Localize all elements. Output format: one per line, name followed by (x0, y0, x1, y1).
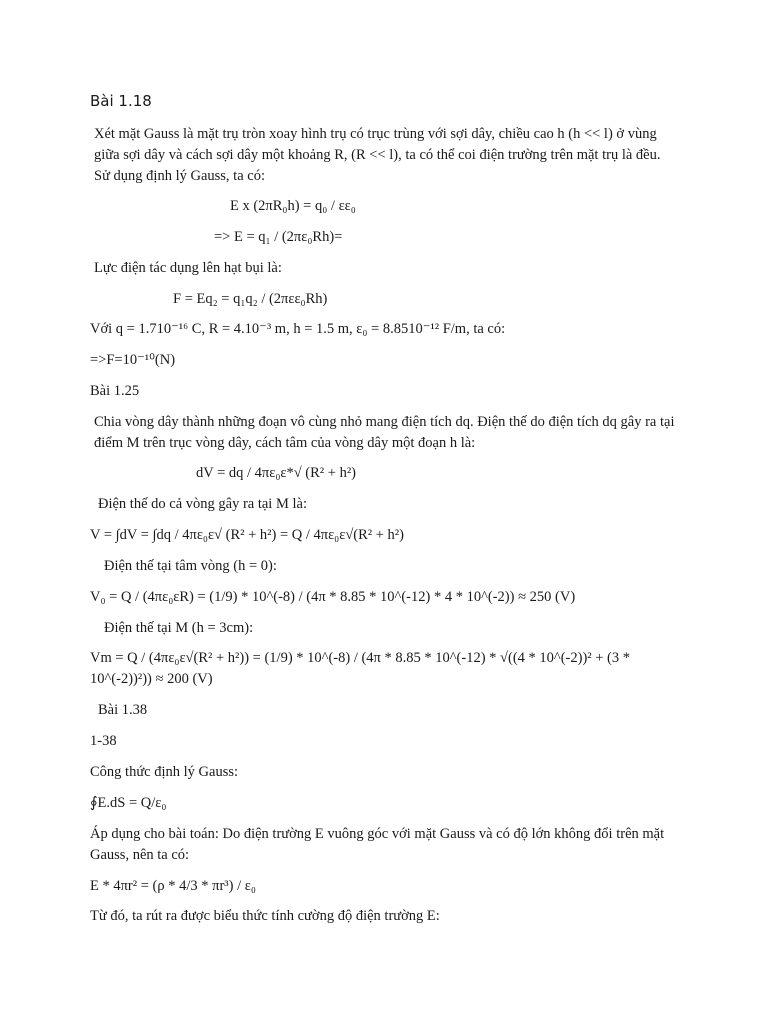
paragraph-apply: Áp dụng cho bài toán: Do điện trường E vuông góc với mặt Gauss và có độ lớn không đổi trên mặt Gauss, nên ta có: (90, 826, 665, 863)
heading-bai-1-25: Bài 1.25 (90, 383, 140, 399)
text-conclusion: Từ đó, ta rút ra được biểu thức tính cường độ điện trường E: (90, 908, 440, 924)
label-potential-m: Điện thế tại M (h = 3cm): (104, 620, 254, 636)
equation-gauss-flux: E x (2πR₀h) = q₀ / εε₀ (230, 198, 356, 214)
equation-vm: Vm = Q / (4πε₀ε√(R² + h²)) = (1/9) * 10^(-8) / (4π * 8.85 * 10^(-12) * √((4 * 10^(-2))² + (3 * 10^(-2))²)) ≈ 200 (V) (90, 650, 631, 687)
label-gauss-formula: Công thức định lý Gauss: (90, 764, 239, 780)
text-force-result: =>F=10⁻¹⁰(N) (90, 352, 176, 368)
equation-dv: dV = dq / 4πε₀ε*√ (R² + h²) (196, 465, 357, 481)
heading-bai-1-38: Bài 1.38 (98, 702, 148, 718)
paragraph-gauss-cylinder: Xét mặt Gauss là mặt trụ tròn xoay hình trụ có trục trùng với sợi dây, chiều cao h (h << l) ở vùng giữa sợi dây và cách sợi dây một khoảng R, (R << l), ta có thể coi điện trường trên mặt trụ là đều. Sử dụng định lý Gauss, ta có: (94, 126, 661, 184)
paragraph-ring-charge: Chia vòng dây thành những đoạn vô cùng nhỏ mang điện tích dq. Điện thế do điện tích dq gây ra tại điểm M trên trục vòng dây, cách tâm của vòng dây một đoạn h là: (94, 414, 675, 451)
equation-sphere: E * 4πr² = (ρ * 4/3 * πr³) / ε₀ (90, 878, 256, 894)
heading-bai-1-18: Bài 1.18 (90, 92, 152, 110)
equation-v0: V₀ = Q / (4πε₀εR) = (1/9) * 10^(-8) / (4π * 8.85 * 10^(-12) * 4 * 10^(-2)) ≈ 250 (V) (90, 589, 576, 605)
equation-gauss-law: ∮E.dS = Q/ε₀ (90, 795, 167, 811)
equation-field-e: => E = q₁ / (2πε₀Rh)= (214, 229, 343, 245)
label-total-potential: Điện thế do cả vòng gây ra tại M là: (98, 496, 307, 512)
label-force: Lực điện tác dụng lên hạt bụi là: (94, 260, 282, 276)
subheading-1-38: 1-38 (90, 733, 117, 749)
label-center-potential: Điện thế tại tâm vòng (h = 0): (104, 558, 277, 574)
text-given-values: Với q = 1.710⁻¹⁶ C, R = 4.10⁻³ m, h = 1.5 m, ε₀ = 8.8510⁻¹² F/m, ta có: (90, 321, 506, 337)
equation-v-integral: V = ∫dV = ∫dq / 4πε₀ε√ (R² + h²) = Q / 4πε₀ε√(R² + h²) (90, 527, 404, 543)
equation-force: F = Eq₂ = q₁q₂ / (2πεε₀Rh) (173, 291, 328, 307)
